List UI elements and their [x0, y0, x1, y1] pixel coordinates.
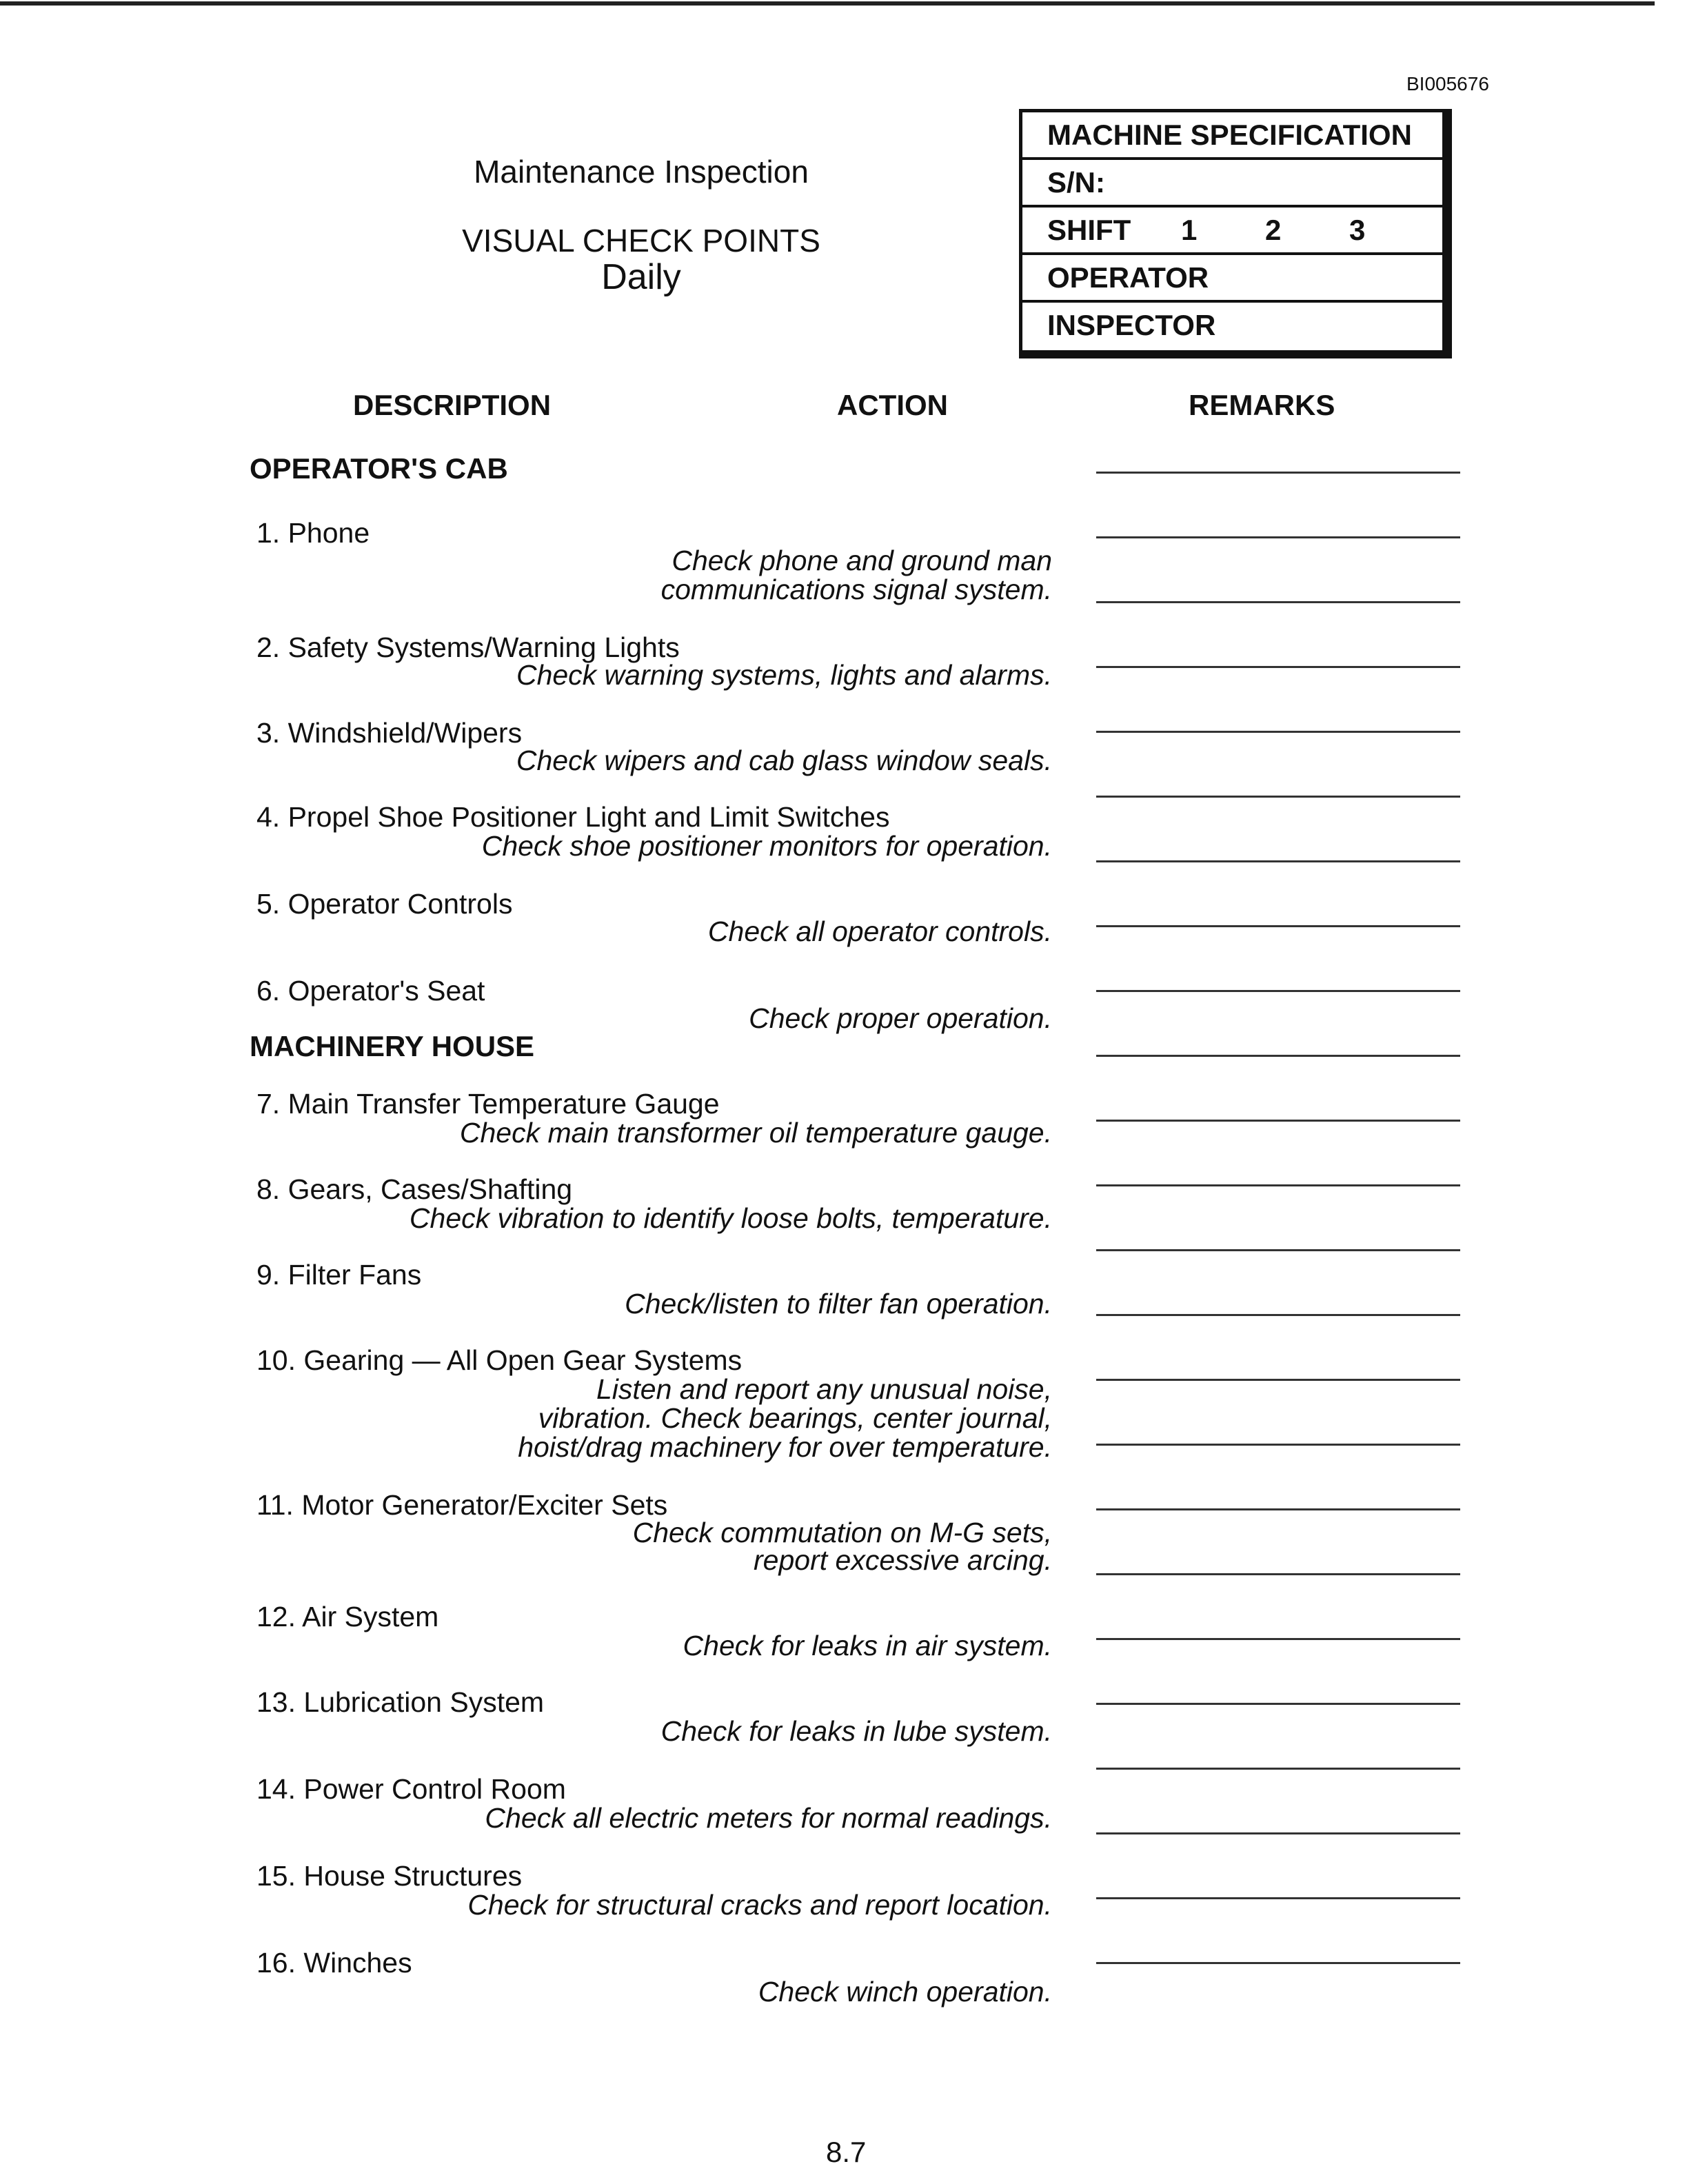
remarks-line[interactable] [1096, 1962, 1460, 1964]
section-machinery-house: MACHINERY HOUSE [250, 1030, 535, 1062]
item-action: Check phone and ground man [672, 545, 1052, 576]
item-action: Check all electric meters for normal readings. [485, 1802, 1052, 1834]
remarks-line[interactable] [1096, 1897, 1460, 1899]
remarks-line[interactable] [1096, 1120, 1460, 1122]
item-action: vibration. Check bearings, center journal, [538, 1402, 1052, 1434]
item-action: Check commutation on M-G sets, [632, 1517, 1052, 1548]
spec-heading: MACHINE SPECIFICATION [1022, 112, 1442, 160]
item-action: Check/listen to filter fan operation. [625, 1288, 1052, 1320]
remarks-line[interactable] [1096, 601, 1460, 603]
remarks-line[interactable] [1096, 1832, 1460, 1834]
checklist-item: 14. Power Control Room [256, 1773, 566, 1805]
inspector-field[interactable]: INSPECTOR [1047, 309, 1216, 341]
remarks-line[interactable] [1096, 1703, 1460, 1705]
remarks-line[interactable] [1096, 1508, 1460, 1510]
checklist-item: 2. Safety Systems/Warning Lights [256, 631, 680, 663]
item-action: Check for structural cracks and report location. [467, 1889, 1052, 1921]
checklist-item: 11. Motor Generator/Exciter Sets [256, 1489, 668, 1521]
remarks-line[interactable] [1096, 666, 1460, 668]
item-action: Check main transformer oil temperature gauge. [459, 1117, 1052, 1149]
top-rule [0, 1, 1655, 6]
item-action: Check for leaks in air system. [683, 1630, 1052, 1661]
remarks-line[interactable] [1096, 1314, 1460, 1316]
page-number: 8.7 [826, 2136, 867, 2168]
remarks-line[interactable] [1096, 1573, 1460, 1575]
shift-option-2[interactable]: 2 [1265, 214, 1282, 246]
remarks-line[interactable] [1096, 1638, 1460, 1640]
item-action: Check wipers and cab glass window seals. [516, 745, 1052, 776]
checklist-item: 10. Gearing — All Open Gear Systems [256, 1344, 743, 1376]
remarks-line[interactable] [1096, 1768, 1460, 1770]
checklist-item: 4. Propel Shoe Positioner Light and Limit Switches [256, 801, 890, 833]
document-id: BI005676 [1406, 73, 1489, 94]
remarks-line[interactable] [1096, 925, 1460, 927]
frequency-label: Daily [601, 257, 681, 297]
remarks-line[interactable] [1096, 1184, 1460, 1186]
shift-option-3[interactable]: 3 [1349, 214, 1366, 246]
item-action: Listen and report any unusual noise, [596, 1373, 1052, 1405]
item-action: report excessive arcing. [754, 1544, 1052, 1576]
shift-label: SHIFT [1047, 214, 1131, 246]
operator-field[interactable]: OPERATOR [1022, 255, 1442, 303]
remarks-line[interactable] [1096, 472, 1460, 474]
checklist-item: 7. Main Transfer Temperature Gauge [256, 1088, 720, 1120]
item-action: communications signal system. [660, 574, 1052, 605]
item-action: Check proper operation. [749, 1002, 1052, 1034]
item-action: Check shoe positioner monitors for operation. [481, 830, 1052, 862]
machine-spec-box [1019, 109, 1452, 358]
item-action: Check all operator controls. [707, 916, 1052, 947]
remarks-line[interactable] [1096, 536, 1460, 538]
checklist-item: 6. Operator's Seat [256, 975, 485, 1007]
remarks-line[interactable] [1096, 1379, 1460, 1381]
remarks-line[interactable] [1096, 1055, 1460, 1057]
item-action: Check for leaks in lube system. [660, 1715, 1052, 1747]
form-subtitle: VISUAL CHECK POINTS [462, 223, 820, 259]
item-action: hoist/drag machinery for over temperature. [518, 1431, 1052, 1463]
item-action: Check warning systems, lights and alarms. [516, 659, 1052, 691]
section-operators-cab: OPERATOR'S CAB [250, 452, 508, 485]
remarks-line[interactable] [1096, 796, 1460, 798]
checklist-item: 3. Windshield/Wipers [256, 717, 523, 749]
shift-field[interactable] [1022, 208, 1442, 255]
checklist-item: 16. Winches [256, 1947, 412, 1979]
remarks-line[interactable] [1096, 1249, 1460, 1251]
action-column-header: ACTION [837, 389, 948, 421]
remarks-column-header: REMARKS [1189, 389, 1335, 421]
shift-option-1[interactable]: 1 [1181, 214, 1198, 246]
checklist-item: 15. House Structures [256, 1860, 523, 1892]
remarks-line[interactable] [1096, 860, 1460, 862]
checklist-item: 9. Filter Fans [256, 1259, 422, 1291]
checklist-item: 8. Gears, Cases/Shafting [256, 1173, 573, 1205]
serial-number-field[interactable]: S/N: [1022, 160, 1442, 208]
item-action: Check winch operation. [758, 1976, 1052, 2008]
checklist-item: 13. Lubrication System [256, 1686, 545, 1718]
checklist-item: 12. Air System [256, 1601, 439, 1632]
remarks-line[interactable] [1096, 1444, 1460, 1446]
remarks-line[interactable] [1096, 990, 1460, 992]
form-title: Maintenance Inspection [474, 154, 809, 190]
checklist-item: 5. Operator Controls [256, 888, 513, 920]
description-column-header: DESCRIPTION [353, 389, 552, 421]
item-action: Check vibration to identify loose bolts, temperature. [409, 1202, 1052, 1234]
checklist-item: 1. Phone [256, 517, 370, 549]
remarks-line[interactable] [1096, 731, 1460, 733]
